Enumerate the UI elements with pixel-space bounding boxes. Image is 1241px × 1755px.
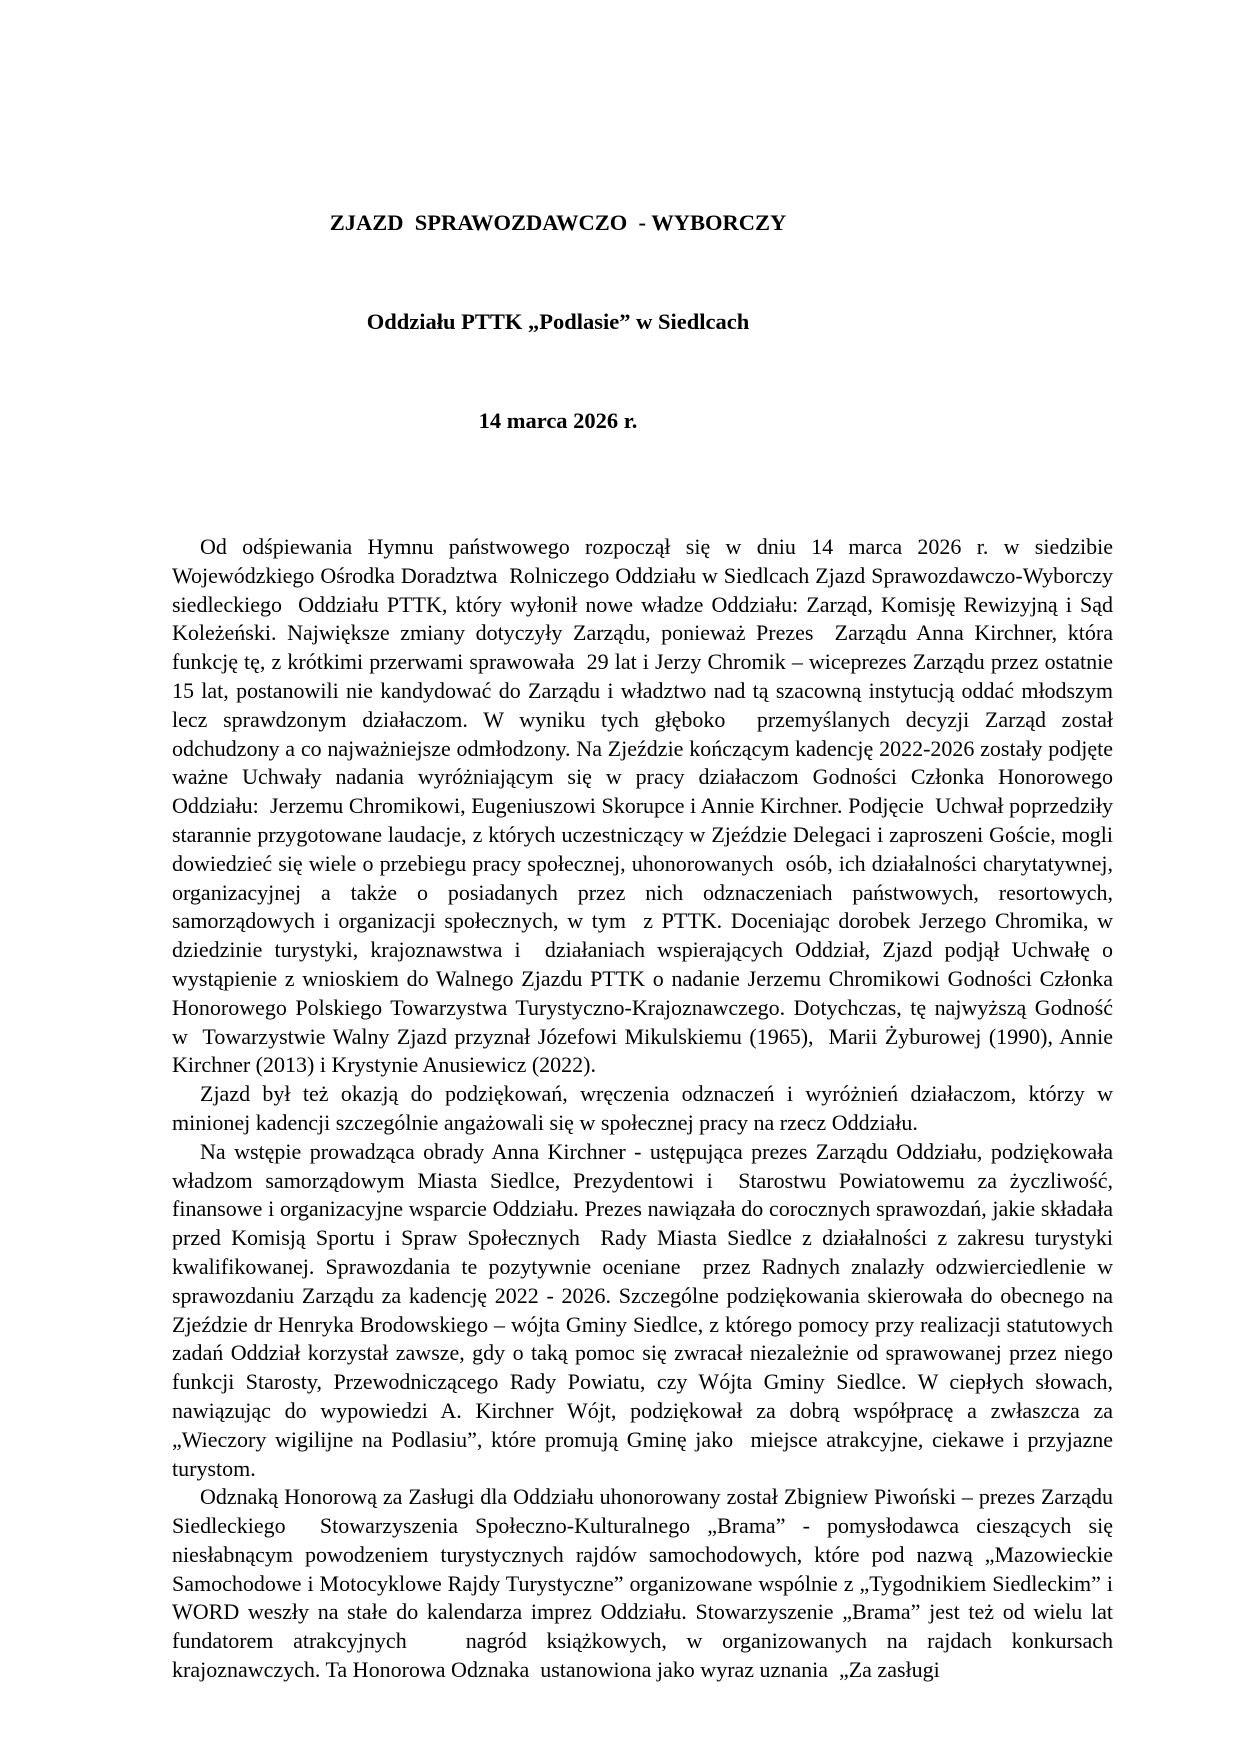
- document-title: [172, 140, 944, 503]
- title-line-3: 14 marca 2026 r.: [478, 408, 638, 433]
- title-line-1: ZJAZD SPRAWOZDAWCZO - WYBORCZY: [329, 210, 787, 235]
- document-body: [172, 533, 1124, 1685]
- paragraph-2: Zjazd był też okazją do podziękowań, wręczenia odznaczeń i wyróżnień działaczom, którzy w minionej kadencji szczególnie angażowali się w społecznej pracy na rzecz Oddziału.: [172, 1081, 1119, 1135]
- paragraph-4: Odznaką Honorową za Zasługi dla Oddziału uhonorowany został Zbigniew Piwoński – prezes Zarządu Siedleckiego Stowarzyszenia Społeczno-Kulturalnego „Brama” - pomysłodawca cieszących się niesłabnącym powodzeniem turystycznych rajdów samochodowych, które pod nazwą „Mazowieckie Samochodowe i Motocyklowe Rajdy Turystyczne” organizowane wspólnie z „Tygodnikiem Siedleckim” i WORD weszły na stałe do kalendarza imprez Oddziału. Stowarzyszenie „Brama” jest też od wielu lat fundatorem atrakcyjnych nagród książkowych, w organizowanych na rajdach konkursach krajoznawczych. Ta Honorowa Odznaka ustanowiona jako wyraz uznania „Za zasługi: [172, 1484, 1124, 1683]
- paragraph-3: Na wstępie prowadząca obrady Anna Kirchner - ustępująca prezes Zarządu Oddziału, podziękowała władzom samorządowym Miasta Siedlce, Prezydentowi i Starostwu Powiatowemu za życzliwość, finansowe i organizacyjne wsparcie Oddziału. Prezes nawiązała do corocznych sprawozdań, jakie składała przed Komisją Sportu i Spraw Społecznych Rady Miasta Siedlce z działalności z zakresu turystyki kwalifikowanej. Sprawozdania te pozytywnie oceniane przez Radnych znalazły odzwierciedlenie w sprawozdaniu Zarządu za kadencję 2022 - 2026. Szczególne podziękowania skierowała do obecnego na Zjeździe dr Henryka Brodowskiego – wójta Gminy Siedlce, z którego pomocy przy realizacji statutowych zadań Oddział korzystał zawsze, gdy o taką pomoc się zwracał niezależnie od sprawowanej przez niego funkcji Starosty, Przewodniczącego Rady Powiatu, czy Wójta Gminy Siedlce. W ciepłych słowach, nawiązując do wypowiedzi A. Kirchner Wójt, podziękował za dobrą współpracę a zwłaszcza za „Wieczory wigilijne na Podlasiu”, które promują Gminę jako miejsce atrakcyjne, ciekawe i przyjazne turystom.: [172, 1138, 1124, 1481]
- title-line-2: Oddziału PTTK „Podlasie” w Siedlcach: [366, 309, 750, 334]
- paragraph-1: Od odśpiewania Hymnu państwowego rozpoczął się w dniu 14 marca 2026 r. w siedzibie Wojewódzkiego Ośrodka Doradztwa Rolniczego Oddziału w Siedlcach Zjazd Sprawozdawczo-Wyborczy siedleckiego Oddziału PTTK, który wyłonił nowe władze Oddziału: Zarząd, Komisję Rewizyjną i Sąd Koleżeński. Największe zmiany dotyczyły Zarządu, ponieważ Prezes Zarządu Anna Kirchner, która funkcję tę, z krótkimi przerwami sprawowała 29 lat i Jerzy Chromik – wiceprezes Zarządu przez ostatnie 15 lat, postanowili nie kandydować do Zarządu i władztwo nad tą szacowną instytucją oddać młodszym lecz sprawdzonym działaczom. W wyniku tych głęboko przemyślanych decyzji Zarząd został odchudzony a co najważniejsze odmłodzony. Na Zjeździe kończącym kadencję 2022-2026 zostały podjęte ważne Uchwały nadania wyróżniającym się w pracy działaczom Godności Członka Honorowego Oddziału: Jerzemu Chromikowi, Eugeniuszowi Skorupce i Annie Kirchner. Podjęcie Uchwał poprzedziły starannie przygotowane laudacje, z których uczestniczący w Zjeździe Delegaci i zaproszeni Goście, mogli dowiedzieć się wiele o przebiegu pracy społecznej, uhonorowanych osób, ich działalności charytatywnej, organizacyjnej a także o posiadanych przez nich odznaczeniach państwowych, resortowych, samorządowych i organizacji społecznych, w tym z PTTK. Doceniając dorobek Jerzego Chromika, w dziedzinie turystyki, krajoznawstwa i działaniach wspierających Oddział, Zjazd podjął Uchwałę o wystąpienie z wnioskiem do Walnego Zjazdu PTTK o nadanie Jerzemu Chromikowi Godności Członka Honorowego Polskiego Towarzystwa Turystyczno-Krajoznawczego. Dotychczas, tę najwyższą Godność w Towarzystwie Walny Zjazd przyznał Józefowi Mikulskiemu (1965), Marii Żyburowej (1990), Annie Kirchner (2013) i Krystynie Anusiewicz (2022).: [172, 534, 1124, 1078]
